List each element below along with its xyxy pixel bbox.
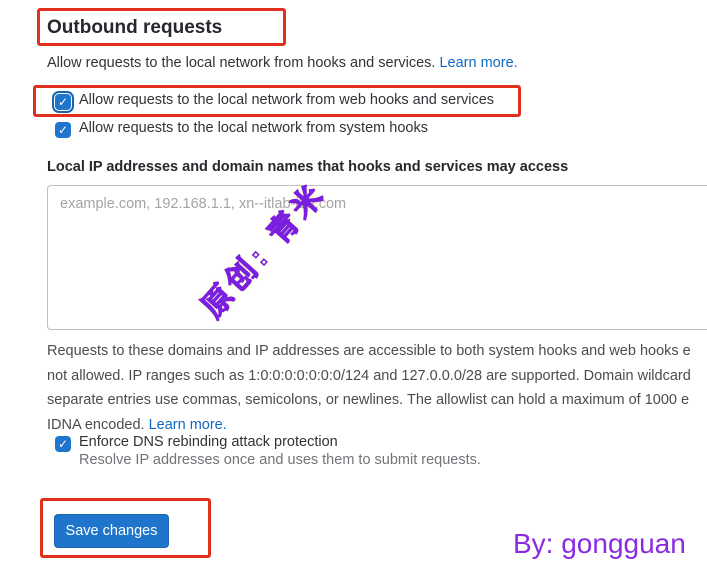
systemhooks-checkbox-row	[55, 120, 428, 138]
learn-more-link-bottom[interactable]: Learn more.	[148, 416, 227, 433]
allowlist-help-line-1: Requests to these domains and IP addresses are accessible to both system hooks and web hooks e	[47, 343, 691, 359]
systemhooks-checkbox-label[interactable]: Allow requests to the local network from system hooks	[79, 120, 428, 136]
allowlist-help-text	[47, 339, 691, 437]
webhooks-checkbox-label[interactable]: Allow requests to the local network from web hooks and services	[79, 92, 495, 108]
dns-rebinding-checkbox-row	[55, 434, 338, 452]
dns-rebinding-checkbox-label[interactable]: Enforce DNS rebinding attack protection	[79, 434, 338, 450]
watermark-text: 原创: 青米	[196, 176, 334, 324]
dns-rebinding-checkbox[interactable]	[55, 436, 71, 452]
save-changes-button[interactable]: Save changes	[54, 514, 169, 548]
allowlist-help-line-4-text: IDNA encoded.	[47, 416, 149, 433]
section-description	[47, 55, 518, 71]
page-title: Outbound requests	[47, 17, 223, 38]
systemhooks-checkbox[interactable]	[55, 122, 71, 138]
learn-more-link-top[interactable]: Learn more.	[439, 55, 518, 71]
byline-text: By: gongguan	[513, 528, 686, 559]
webhooks-checkbox[interactable]	[55, 94, 71, 110]
allowlist-label: Local IP addresses and domain names that hooks and services may access	[47, 159, 569, 175]
allowlist-textarea[interactable]	[47, 185, 707, 330]
allowlist-help-line-3: separate entries use commas, semicolons, or newlines. The allowlist can hold a maximum of 1000 e	[47, 392, 690, 408]
dns-rebinding-help-text: Resolve IP addresses once and uses them to submit requests.	[79, 452, 481, 468]
webhooks-checkbox-row	[55, 92, 494, 110]
allowlist-help-line-2: not allowed. IP ranges such as 1:0:0:0:0:0:0:0/124 and 127.0.0.0/28 are supported. Domain wildcard	[47, 367, 691, 384]
section-description-text: Allow requests to the local network from hooks and services.	[47, 55, 440, 71]
